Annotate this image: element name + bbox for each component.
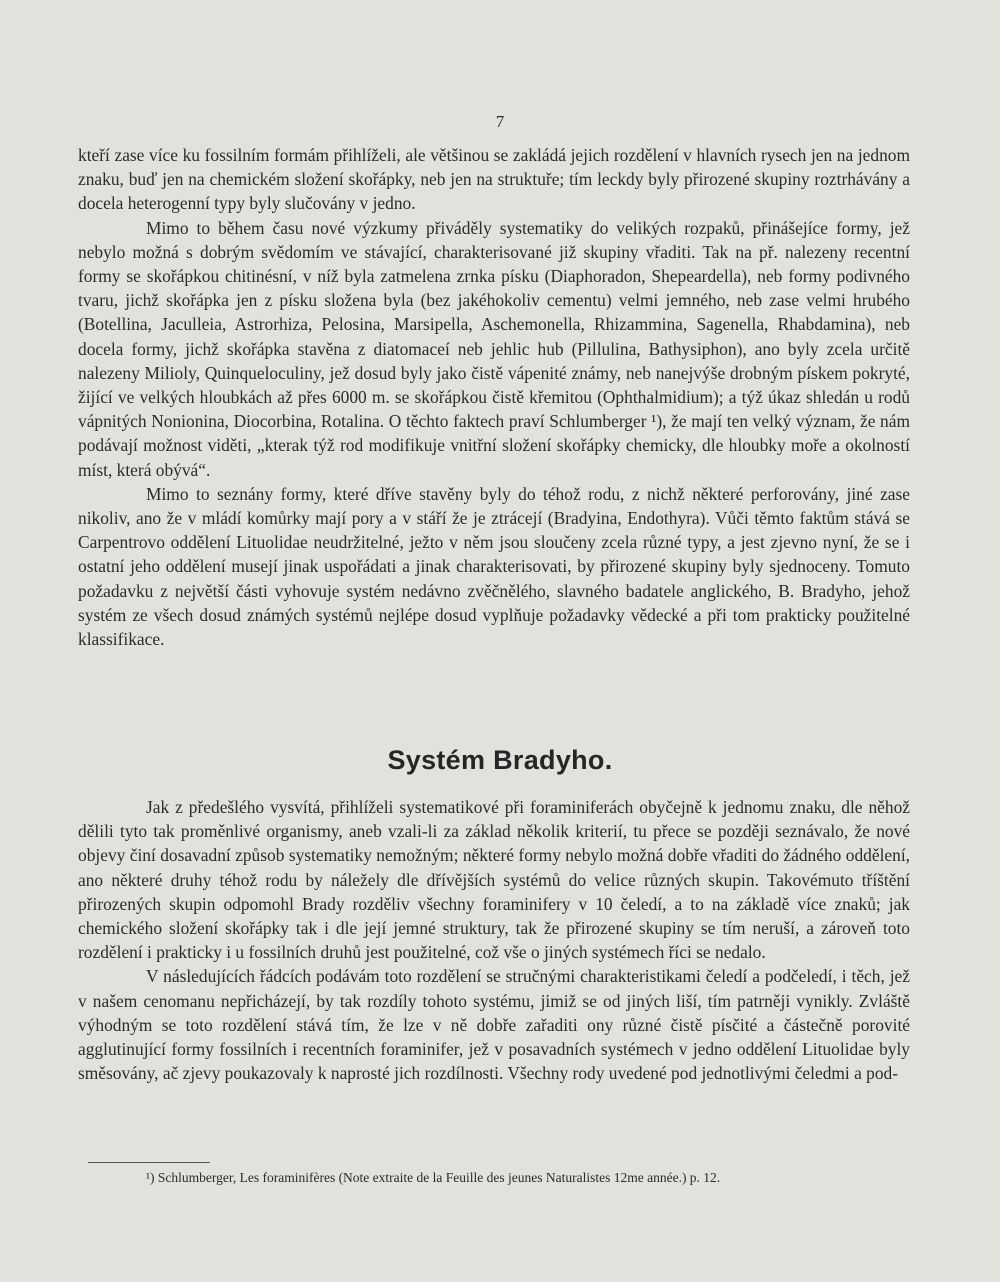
footnote-divider bbox=[88, 1162, 210, 1163]
paragraph: Jak z předešlého vysvítá, přihlíželi systematikové při foraminiferách obyčejně k jednomu znaku, dle něhož dělili tyto tak proměnlivé organismy, aneb vzali-li za základ několik kriterií, tu přece se později seznávalo, že nové objevy činí dosavadní způsob systematiky nemožným; některé formy nebylo možná dobře vřaditi do žádného oddělení, ano některé druhy téhož rodu by náležely dle dřívějších systémů do velice různých skupin. Takovémuto tříštění přirozených skupin odpomohl Brady rozděliv všechny foraminifery v 10 čeledí, a to na základě více znaků; jak chemického složení skořápky tak i dle její jemné struktury, tak že přirozené skupiny se tím neruší, a zároveň toto rozdělení i prakticky i u fossilních druhů jest použitelné, což vše o jiných systémech říci se nedalo. bbox=[78, 797, 910, 963]
body-text-top bbox=[78, 143, 910, 651]
body-text-bottom bbox=[78, 795, 910, 1085]
paragraph: Mimo to během času nové výzkumy přiváděly systematiky do velikých rozpaků, přinášejíce formy, jež nebylo možná s dobrým svědomím ve stávající, charakterisované již skupiny vřaditi. Tak na př. nalezeny recentní formy se skořápkou chitinésní, v níž byla zatmelena zrnka písku (Diaphoradon, Shepeardella), neb formy podivného tvaru, jichž skořápka jen z písku složena byla (bez jakéhokoliv cementu) velmi jemného, neb zase velmi hrubého (Botellina, Jaculleia, Astrorhiza, Pelosina, Marsipella, Aschemonella, Rhizammina, Sagenella, Rhabdamina), neb docela formy, jichž skořápka stavěna z diatomaceí neb jehlic hub (Pillulina, Bathysiphon), ano byly zcela určitě nalezeny Milioly, Quinqueloculiny, jež dosud byly jako čistě vápenité známy, neb nanejvýše drobným pískem pokryté, žijící ve velkých hloubkách až přes 6000 m. se skořápkou čistě křemitou (Ophthalmidium); a týž úkaz shledán u rodů vápnitých Nonionina, Diocorbina, Rotalina. O těchto faktech praví Schlumberger ¹), že mají ten velký význam, že nám podávají možnost viděti, „kterak týž rod modifikuje vnitřní složení skořápky chemicky, dle hloubky moře a okolností míst, která obývá“. bbox=[78, 217, 910, 480]
paragraph: kteří zase více ku fossilním formám přihlíželi, ale většinou se zakládá jejich rozdělení v hlavních rysech jen na jednom znaku, buď jen na chemickém složení skořápky, neb jen na struktuře; tím leckdy byly přirozené skupiny roztrhávány a docela heterogenní typy byly slučovány v jedno. bbox=[78, 145, 910, 214]
section-heading: Systém Bradyho. bbox=[387, 745, 613, 775]
footnote: ¹) Schlumberger, Les foraminifères (Note extraite de la Feuille des jeunes Naturalistes 12me année.) p. 12. bbox=[146, 1170, 721, 1185]
page-number: 7 bbox=[495, 112, 505, 131]
paragraph: Mimo to seznány formy, které dříve stavěny byly do téhož rodu, z nichž některé perforovány, jiné zase nikoliv, ano že v mládí komůrky mají pory a v stáří že je ztrácejí (Bradyina, Endothyra). Vůči těmto faktům stává se Carpentrovo oddělení Lituolidae neudržitelné, ježto v něm jsou sloučeny zcela různé typy, a jest zjevno nyní, že se i ostatní jeho oddělení musejí jinak uspořádati a jinak charakterisovati, by přirozené skupiny byly sjednoceny. Tomuto požadavku z největší části vyhovuje systém nedávno zvěčnělého, slavného badatele anglického, B. Bradyho, jehož systém ze všech dosud známých systémů nejlépe dosud vyplňuje požadavky vědecké a při tom prakticky použitelné klassifikace. bbox=[78, 483, 910, 650]
paragraph: V následujících řádcích podávám toto rozdělení se stručnými charakteristikami čeledí a podčeledí, i těch, jež v našem cenomanu nepřicházejí, by tak rozdíly tohoto systému, jimiž se od jiných liší, tím patrněji vynikly. Zvláště výhodným se toto rozdělení stává tím, že lze v ně dobře zařaditi ony různé čistě písčité a částečně porovité agglutinující formy fossilních i recentních foraminifer, jež v posavadních systémech v jedno oddělení Lituolidae byly směsovány, ač zjevy poukazovaly k naprosté jich rozdílnosti. Všechny rody uvedené pod jednotlivými čeledmi a pod- bbox=[78, 966, 910, 1084]
